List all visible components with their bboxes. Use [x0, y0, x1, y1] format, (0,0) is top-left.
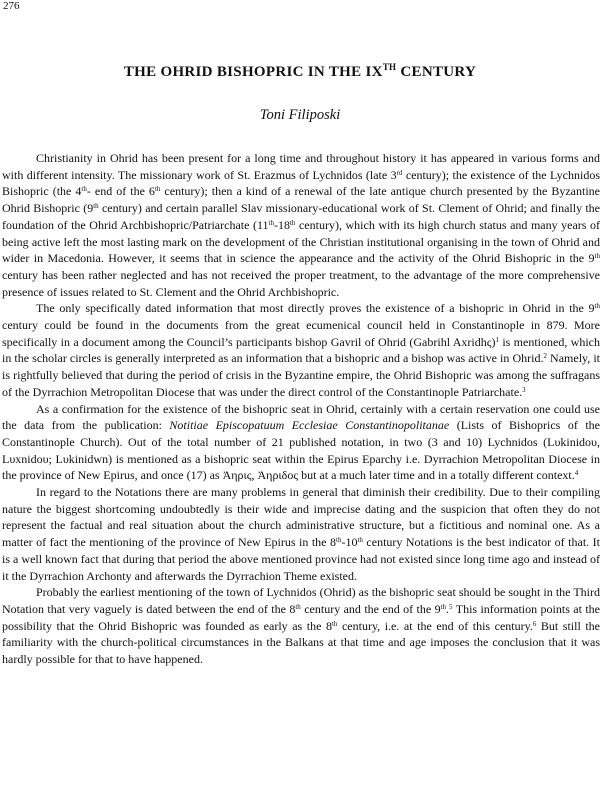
- text-run: century Notations is the best indicator of that. It is a well known fact that during that period the above mentioned province had not existed since long time ago and instead of it the Dyrrachion Archonty and afterwards the Dyrrachion Theme existed.: [2, 535, 600, 583]
- paragraph-3: [2, 401, 600, 485]
- ordinal-superscript: th: [295, 602, 301, 611]
- ordinal-superscript: th: [93, 202, 99, 211]
- text-run: century and the end of the 9: [300, 601, 441, 616]
- footnote-marker[interactable]: 4: [574, 469, 579, 478]
- ordinal-superscript: th: [81, 185, 87, 194]
- title-end: CENTURY: [396, 64, 477, 80]
- text-run: century) and certain parallel Slav missionary-educational work of St. Clement of Ohrid; and finally the foundation of the Ohrid Archbishopric/Patriarchate (11: [2, 201, 600, 232]
- author-name: Toni Filiposki: [259, 107, 341, 123]
- text-run: Christianity in Ohrid has been present for a long time and throughout history it has appeared in various forms and with different intensity. The missionary work of St. Erazmus of Lychnidos (late 3: [2, 151, 600, 182]
- ordinal-superscript: th: [268, 218, 274, 227]
- paragraph-1: [2, 150, 600, 300]
- text-run: As a confirmation for the existence of the bishopric seat in Ohrid, certainly with a certain reservation one could use the data from the publication:: [2, 401, 600, 433]
- text-run: -18: [273, 217, 290, 232]
- text-run: century), which with its high church status and many years of being active left the most lasting mark on the development of the Christian institutional organising in the town of Ohrid and wider in Macedonia. However, it seems that in science the appearance and the activity of the Ohrid Bishopric in the 9: [2, 217, 600, 266]
- text-run: (Lists of Bishoprics of the Constantinople Church). Out of the total number of 21 published notation, in two (3 and 10) Lychnidos (Lυkinidoυ, Lυxnidoυ; Lυkinidwn) is mentioned as a bishopric seat within the Epirus Eparchy i.e. Dyrrachion Metropolitan Diocese in the province of New Epirus, and once (17) as Ἀηρις, Ἀηριδος but at a much later time and in a totally different context.: [2, 418, 600, 483]
- ordinal-superscript: rd: [396, 168, 403, 177]
- text-run: In regard to the Notations there are many problems in general that diminish their credibility. Due to their compiling nature the biggest shortcoming undoubtedly is their wide and imprecise dating and the suspicion that often they do not represent the factual and real situation about the church administrative structure, but a fictitious and nominal one. As a matter of fact the mentioning of the province of New Epirus in the 8: [2, 485, 600, 550]
- text-run: - end of the 6: [86, 184, 155, 199]
- footnote-marker[interactable]: 5: [449, 602, 453, 611]
- footnote-marker[interactable]: 2: [543, 352, 547, 361]
- text-run: century); then a kind of a renewal of the late antique church presented by the Byzantine Ohrid Bishopric (9: [2, 184, 600, 216]
- article-body: [0, 150, 600, 668]
- ordinal-superscript: th: [594, 302, 600, 311]
- ordinal-superscript: th: [289, 218, 296, 227]
- publication-title: Notitiae Episcopatuum Ecclesiae Constantinopolitanae: [169, 418, 450, 433]
- text-run: This information points at the possibility that the Ohrid Bishopric was founded as early as the 8: [2, 601, 600, 633]
- text-run: Namely, it is rightfully believed that during the period of crisis in the Byzantine empire, the Ohrid Bishopric was among the suffragans of the Dyrrachion Metropolitan Diocese that was under the direct control of the Constantinople Patriarchate.: [2, 351, 600, 399]
- text-run: century); the existence of the Lychnidos Bishopric (the 4: [2, 167, 600, 199]
- text-run: But still the familiarity with the church-political circumstances in the Balkans at that time and age imposes the conclusion that it was hardly possible for that to have happened.: [2, 618, 600, 667]
- ordinal-superscript: th: [336, 536, 342, 545]
- text-run: is mentioned, which in the scholar circles is generally interpreted as an information that a bishopric and a bishop was active in Ohrid.: [2, 334, 600, 366]
- text-run: Probably the earliest mentioning of the town of Lychnidos (Ohrid) as the bishopric seat should be sought in the Third Notation that very vaguely is dated between the end of the 8: [2, 585, 600, 616]
- paragraph-4: [2, 484, 600, 584]
- text-run: century could be found in the documents from the great ecumenical council held in Constantinople in 879. More specifically in a document among the Council’s participants bishop Gavril of Ohrid (Gabrihl Axridhς): [2, 318, 600, 349]
- text-run: The only specifically dated information that most directly proves the existence of a bishopric in Ohrid in the 9: [36, 301, 595, 316]
- text-run: -10: [341, 535, 358, 550]
- text-run: century, i.e. at the end of this century.: [337, 618, 533, 633]
- article-title: [0, 63, 600, 81]
- ordinal-superscript: th: [331, 619, 338, 628]
- text-run: .: [446, 601, 450, 616]
- title-main: THE OHRID BISHOPRIC IN THE IX: [123, 64, 383, 80]
- text-run: century has been rather neglected and has not received the proper treatment, to the advantage of the more comprehensive presence of issues related to St. Clement and the Ohrid Archbishopric.: [2, 267, 600, 299]
- ordinal-superscript: th: [440, 602, 447, 611]
- footnote-marker[interactable]: 1: [495, 335, 499, 344]
- paragraph-2: [2, 300, 600, 400]
- ordinal-superscript: th: [357, 536, 363, 545]
- footnote-marker[interactable]: 6: [532, 619, 537, 628]
- page-number: 276: [3, 0, 20, 12]
- paragraph-5: [2, 584, 600, 668]
- footnote-marker[interactable]: 3: [522, 385, 526, 394]
- ordinal-superscript: th: [594, 252, 600, 261]
- title-superscript: TH: [382, 62, 397, 72]
- ordinal-superscript: th: [154, 185, 161, 194]
